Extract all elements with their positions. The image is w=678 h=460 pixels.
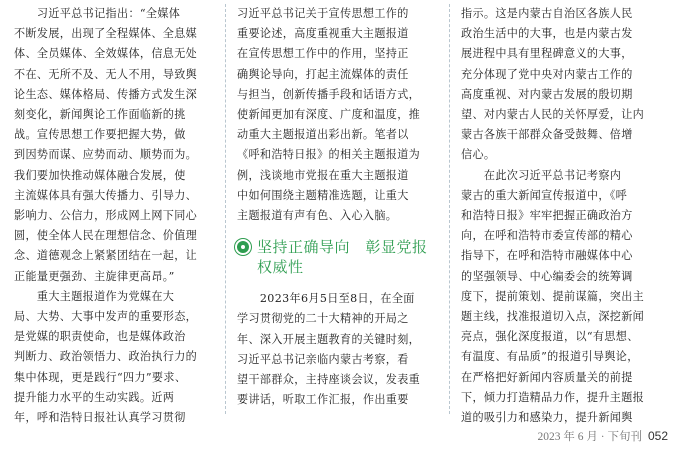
text-line: 蒙古各族干部群众备受鼓舞、倍增 xyxy=(461,128,633,142)
text-line: 在宣传思想工作中的作用，坚持正 xyxy=(237,47,409,61)
text-line: 影响力、公信力，形成网上网下同心 xyxy=(14,209,198,223)
text-line: 政治生活中的大事，也是内蒙古发 xyxy=(461,27,633,41)
text-line: 例，浅谈地市党报在重大主题报道 xyxy=(237,168,409,182)
text-line: 和浩特日报》牢牢把握正确政治方 xyxy=(461,209,633,223)
text-line: 要讲话，听取工作汇报，作出重要 xyxy=(237,393,409,407)
section-bullet-icon xyxy=(237,241,249,253)
text-line: 2023年6月5日至8日，在全面 xyxy=(237,292,415,306)
text-line: 有温度、有品质”的报道引导舆论， xyxy=(461,350,639,364)
text-line: 到因势而谋、应势而动、顺势而为。 xyxy=(14,148,198,162)
text-line: 度下，提前策划、提前谋篇，突出主 xyxy=(461,289,645,303)
text-line: 不在、无所不及、无人不用，导致舆 xyxy=(14,67,198,81)
text-line: 判断力、政治领悟力、政治执行力的 xyxy=(14,350,198,364)
text-line: 高度重视、对内蒙古发展的殷切期 xyxy=(461,87,633,101)
text-line: 主题报道有声有色、入心入脑。 xyxy=(237,209,398,223)
section-heading-line-1: 坚持正确导向 彰显党报 xyxy=(257,238,428,257)
text-line: 战。宣传思想工作要把握大势，做 xyxy=(14,128,186,142)
text-line: 年，呼和浩特日报社认真学习贯彻 xyxy=(14,411,186,425)
text-line: 主流媒体具有强大传播力、引导力、 xyxy=(14,188,198,202)
issue-label: 2023 年 6 月 · 下旬刊 xyxy=(537,431,642,443)
text-line: 动重大主题报道出彩出新。笔者以 xyxy=(237,128,409,142)
article-column-3 xyxy=(461,4,665,428)
text-line: 向，在呼和浩特市委宣传部的精心 xyxy=(461,229,633,243)
text-line: 念、道德观念上紧紧团结在一起，让 xyxy=(14,249,198,263)
text-line: 望干部群众，主持座谈会议，发表重 xyxy=(237,373,421,387)
text-line: 下，倾力打造精品力作，提升主题报 xyxy=(461,390,645,404)
text-line: 指示。这是内蒙古自治区各族人民 xyxy=(461,7,633,20)
text-line: 习近平总书记指出：“全媒体 xyxy=(14,7,181,20)
text-line: 在此次习近平总书记考察内 xyxy=(461,168,622,182)
text-line: 不断发展，出现了全程媒体、全息媒 xyxy=(14,27,198,41)
text-line: 指导下，在呼和浩特市融媒体中心 xyxy=(461,249,633,263)
text-line: 提升能力水平的生动实践。近两 xyxy=(14,390,175,404)
text-line: 的坚强领导、中心编委会的统筹调 xyxy=(461,269,633,283)
text-line: 信心。 xyxy=(461,148,496,162)
text-line: 中如何围绕主题精准选题，让重大 xyxy=(237,188,409,202)
section-heading xyxy=(237,237,437,277)
text-line: 题主线，找准报道切入点，深挖新闻 xyxy=(461,310,645,324)
article-column-1 xyxy=(14,4,214,428)
text-line: 是党媒的职责使命，也是媒体政治 xyxy=(14,330,186,344)
page-footer xyxy=(538,428,669,444)
article-column-2 xyxy=(237,4,437,410)
text-line: 圆，使全体人民在理想信念、价值理 xyxy=(14,229,198,243)
text-line: 确舆论导向，打起主流媒体的责任 xyxy=(237,67,409,81)
text-line: 学习贯彻党的二十大精神的开局之 xyxy=(237,312,409,326)
column-divider xyxy=(449,4,450,414)
section-heading-line-2: 权威性 xyxy=(257,258,304,277)
text-line: 集中体现，更是践行“四力”要求、 xyxy=(14,370,187,384)
page-number: 052 xyxy=(647,429,668,443)
text-line: 望、对内蒙古人民的关怀厚爱，让内 xyxy=(461,108,645,122)
text-line: 使新闻更加有深度、广度和温度，推 xyxy=(237,108,421,122)
text-line: 局、大势、大事中发声的重要形态， xyxy=(14,310,198,324)
text-line: 习近平总书记亲临内蒙古考察，看 xyxy=(237,352,409,366)
text-line: 《呼和浩特日报》的相关主题报道为 xyxy=(237,148,421,162)
text-line: 正能量更强劲、主旋律更高昂。” xyxy=(14,269,175,283)
column-divider xyxy=(225,4,226,414)
text-line: 论生态、媒体格局、传播方式发生深 xyxy=(14,87,198,101)
text-line: 道的吸引力和感染力，提升新闻舆 xyxy=(461,411,633,425)
text-line: 我们要加快推动媒体融合发展，使 xyxy=(14,168,186,182)
text-line: 与担当，创新传播手段和话语方式， xyxy=(237,87,421,101)
text-line: 亮点，强化深度报道，以“有思想、 xyxy=(461,330,639,344)
column-2-body-bottom xyxy=(237,289,437,410)
text-line: 在严格把好新闻内容质量关的前提 xyxy=(461,370,633,384)
text-line: 体、全员媒体、全效媒体，信息无处 xyxy=(14,47,198,61)
text-line: 年、深入开展主题教育的关键时刻， xyxy=(237,332,421,346)
text-line: 充分体现了党中央对内蒙古工作的 xyxy=(461,67,633,81)
text-line: 重要论述，高度重视重大主题报道 xyxy=(237,27,409,41)
text-line: 刻变化，新闻舆论工作面临新的挑 xyxy=(14,108,186,122)
text-line: 蒙古的重大新闻宣传报道中，《呼 xyxy=(461,188,628,202)
text-line: 习近平总书记关于宣传思想工作的 xyxy=(237,7,409,20)
column-2-body-top xyxy=(237,4,437,226)
text-line: 重大主题报道作为党媒在大 xyxy=(14,289,175,303)
text-line: 展进程中具有里程碑意义的大事， xyxy=(461,47,633,61)
